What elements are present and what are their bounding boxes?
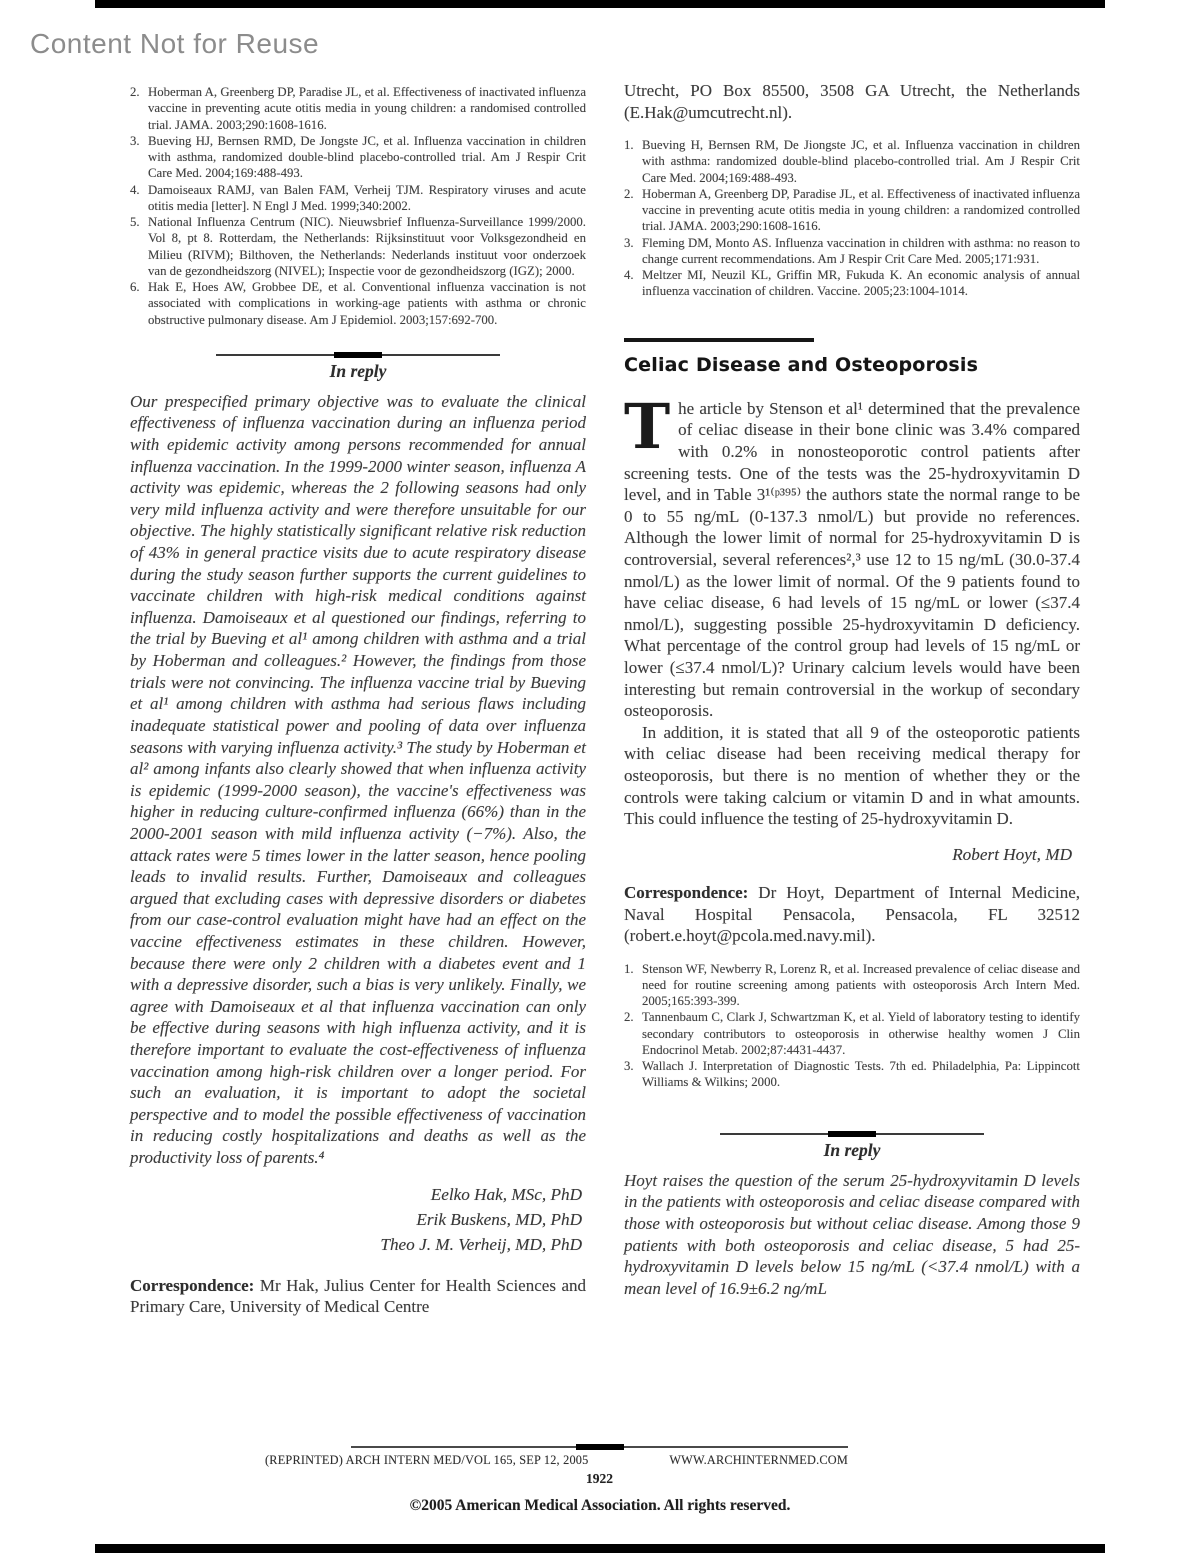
reference-number: 1. — [624, 961, 634, 976]
in-reply-heading: In reply — [329, 360, 387, 381]
correspondence-label: Correspondence: — [624, 882, 749, 902]
reference-number: 3. — [624, 235, 634, 250]
correspondence-text: Dr Hoyt, Department of Internal Medicine, Naval Hospital Pensacola, Pensacola, FL 32512 (robert.e.hoyt@pcola.med.navy.mil). — [624, 882, 1080, 946]
reference-text: Fleming DM, Monto AS. Influenza vaccination in children with asthma: no reason to change current recommendations. Am J Respir Crit Care Med. 2005;171:931. — [642, 235, 1080, 266]
reference-text: Hak E, Hoes AW, Grobbee DE, et al. Conventional influenza vaccination is not associated with complications in working-age patients with asthma or chronic obstructive pulmonary disease. Am J Epidemiol. 2003;157:692-700. — [148, 280, 586, 327]
right-reference-list-top — [624, 137, 1080, 300]
reference-text: National Influenza Centrum (NIC). Nieuwsbrief Influenza-Surveillance 1999/2000. Vol 8, pt 8. Rotterdam, the Netherlands: Rijksinstituut voor Volksgezondheid en Milieu (RIVM); Bilthoven, the Netherlands: Nederlands instituut voor onderzoek van de gezondheidszorg (NIVEL); Inspectie voor de gezondheidszorg (IGZ); 2000. — [148, 215, 586, 278]
reference-text: Bueving H, Bernsen RM, De Jiongste JC, et al. Influenza vaccination in children with asthma: randomized double-blind placebo-controlled trial. Am J Respir Crit Care Med. 2004;169:488-493. — [642, 138, 1080, 185]
author-signature: Robert Hoyt, MD — [952, 844, 1072, 864]
reference-text: Bueving HJ, Bernsen RMD, De Jongste JC, et al. Influenza vaccination in children with asthma, randomized double-blind placebo-controlled trial. Am J Respir Crit Care Med. 2004;169:488-493. — [148, 133, 586, 181]
reference-item — [130, 279, 586, 328]
left-reference-list — [130, 84, 586, 328]
divider-thick-segment — [828, 1131, 876, 1137]
section-heading: Celiac Disease and Osteoporosis — [624, 353, 979, 376]
reference-number: 4. — [130, 182, 140, 197]
signature-name: Theo J. M. Verheij, MD, PhD — [380, 1234, 582, 1254]
reference-number: 2. — [130, 85, 140, 99]
reference-item — [624, 137, 1080, 186]
article-paragraph — [624, 389, 1080, 722]
reference-number: 3. — [624, 1059, 634, 1074]
reference-number: 5. — [130, 215, 140, 229]
reference-text: Hoberman A, Greenberg DP, Paradise JL, et al. Effectiveness of inactivated influenza vaccine in preventing acute otitis media in young children: a randomised controlled trial. JAMA. 2003;290:1608-1616. — [148, 85, 586, 132]
reference-text: Wallach J. Interpretation of Diagnostic Tests. 7th ed. Philadelphia, Pa: Lippincott Williams & Wilkins; 2000. — [642, 1059, 1080, 1090]
reference-item — [130, 214, 586, 279]
correspondence-paragraph — [624, 882, 1080, 947]
reference-item — [130, 84, 586, 133]
reference-text: Damoiseaux RAMJ, van Balen FAM, Verheij TJM. Respiratory viruses and acute otitis media [letter]. N Engl J Med. 1999;340:2002. — [148, 182, 586, 213]
reference-text: Meltzer MI, Neuzil KL, Griffin MR, Fukuda K. An economic analysis of annual influenza vaccination of children. Vaccine. 2005;23:1004-1014. — [642, 268, 1080, 299]
reference-item — [624, 1009, 1080, 1058]
reference-text: Hoberman A, Greenberg DP, Paradise JL, et al. Effectiveness of inactivated influenza vaccine in preventing acute otitis media in young children: a randomized controlled trial. JAMA. 2003;290:1608-1616. — [642, 186, 1080, 234]
footer-page-number: 1922 — [586, 1471, 613, 1486]
reference-number: 3. — [130, 133, 140, 148]
reference-item — [130, 182, 586, 215]
reference-number: 6. — [130, 280, 140, 294]
reply-divider — [216, 354, 500, 356]
reference-number: 4. — [624, 268, 634, 283]
reply-body: Our prespecified primary objective was to evaluate the clinical effectiveness of influenza vaccination during an influenza period with epidemic activity among persons recommended for annual influenza vaccination. In the 1999-2000 winter season, influenza A activity was epidemic, whereas the 2 following seasons had only very mild influenza activity and were therefore unsuitable for our objective. The highly statistically significant relative risk reduction of 43% in general practice visits due to acute respiratory disease during the study season further supports the current guidelines to vaccinate children with high-risk medical conditions against influenza. Damoiseaux et al questioned our findings, referring to the trial by Bueving et al¹ among children with asthma and a trial by Hoberman and colleagues.² However, the findings from those trials were not convincing. The influenza vaccine trial by Bueving et al¹ among children with asthma had serious flaws including inadequate statistical power and pooling of data over influenza seasons with varying influenza activity.³ The study by Hoberman et al² among infants also clearly showed that when influenza activity is epidemic (1999-2000 season), the vaccine's effectiveness was higher in reducing culture-confirmed influenza (66%) than in the 2000-2001 season with mild influenza activity (−7%). Also, the attack rates were 5 times lower in the latter season, hence pooling leads to invalid results. Further, Damoiseaux and colleagues argued that excluding cases with depressive disorders or diabetes from our case-control evaluation might have had an effect on the vaccine effectiveness estimates in these children. However, because there were only 2 children with a diabetes event and 1 with a depressive disorder, such a bias is very unlikely. Finally, we agree with Damoiseaux et al that influenza vaccination can only be effective during seasons with high influenza activity, and it is therefore important to evaluate the cost-effectiveness of influenza vaccination among high-risk children over a longer period. For such an evaluation, it is important to adopt the societal perspective and to model the possible effectiveness of vaccination in reducing costly hospitalizations and deaths as well as the productivity loss of parents.⁴ — [130, 391, 586, 1168]
footer-rule-thick-segment — [576, 1444, 624, 1450]
reference-number: 2. — [624, 186, 634, 201]
footer-copyright: ©2005 American Medical Association. All rights reserved. — [409, 1497, 791, 1514]
signature-name: Erik Buskens, MD, PhD — [416, 1209, 582, 1229]
reference-number: 2. — [624, 1010, 634, 1025]
section-rule — [624, 338, 814, 342]
reference-item — [624, 1058, 1080, 1091]
footer-website: WWW.ARCHINTERNMED.COM — [669, 1453, 848, 1467]
right-reference-list-bottom — [624, 961, 1080, 1091]
footer-journal-line: (REPRINTED) ARCH INTERN MED/VOL 165, SEP 12, 2005 — [265, 1453, 589, 1467]
divider-thick-segment — [334, 352, 382, 358]
signature-name: Eelko Hak, MSc, PhD — [430, 1184, 582, 1204]
reply-body: Hoyt raises the question of the serum 25-hydroxyvitamin D levels in the patients with osteoporosis and celiac disease compared with those with osteoporosis but without celiac disease. Among those 9 patients with both osteoporosis and celiac disease, 5 had 25-hydroxyvitamin D levels below 15 ng/mL (<37.4 nmol/L) with a mean level of 16.9±6.2 ng/mL — [624, 1170, 1080, 1298]
footer-rule — [351, 1446, 848, 1448]
correspondence-text: Mr Hak, Julius Center for Health Sciences and Primary Care, University of Medical Centre — [130, 1275, 586, 1317]
reference-number: 1. — [624, 138, 634, 153]
reference-text: Stenson WF, Newberry R, Lorenz R, et al. Increased prevalence of celiac disease and need for routine screening among patients with osteoporosis Arch Intern Med. 2005;165:393-399. — [642, 961, 1080, 1009]
reference-item — [130, 133, 586, 182]
left-column — [130, 84, 586, 1318]
article-paragraph: In addition, it is stated that all 9 of the osteoporotic patients with celiac disease had been receiving medical therapy for osteoporosis, but there is no mention of whether they or the controls were taking calcium or vitamin D and in what amounts. This could influence the testing of 25-hydroxyvitamin D. — [624, 722, 1080, 829]
footer-line — [265, 1453, 848, 1468]
reference-item — [624, 186, 1080, 235]
bottom-rule-bar — [95, 1544, 1105, 1553]
reference-item — [624, 961, 1080, 1010]
top-rule-bar — [95, 0, 1105, 8]
article-paragraph-text: he article by Stenson et al¹ determined that the prevalence of celiac disease in their bone clinic was 3.4% compared with 0.2% in nonosteoporotic control patients after screening tests. One of the tests was the 25-hydroxyvitamin D level, and in Table 3¹⁽ᵖ³⁹⁵⁾ the authors state the normal range to be 0 to 55 ng/mL (0-137.3 nmol/L) but provide no references. Although the lower limit of normal for 25-hydroxyvitamin D is controversial, several references²,³ use 12 to 15 ng/mL (30.0-37.4 nmol/L) as the lower limit of normal. Of the 9 patients found to have celiac disease, 6 had levels of 15 ng/mL or lower (≤37.4 nmol/L), suggesting possible 25-hydroxyvitamin D deficiency. What percentage of the control group had levels of 15 ng/mL or lower (≤37.4 nmol/L)? Urinary calcium levels would have been interesting but remain controversial in the workup of secondary osteoporosis. — [624, 398, 1080, 721]
in-reply-heading: In reply — [823, 1139, 881, 1160]
reply-divider — [720, 1133, 984, 1135]
correspondence-label: Correspondence: — [130, 1275, 255, 1295]
reference-item — [624, 235, 1080, 268]
reference-text: Tannenbaum C, Clark J, Schwartzman K, et al. Yield of laboratory testing to identify secondary contributors to osteoporosis in otherwise healthy women J Clin Endocrinol Metab. 2002;87:4431-4437. — [642, 1010, 1080, 1057]
correspondence-address: Utrecht, PO Box 85500, 3508 GA Utrecht, the Netherlands (E.Hak@umcutrecht.nl). — [624, 81, 1080, 122]
right-column — [624, 80, 1080, 1299]
reference-item — [624, 267, 1080, 300]
drop-cap: T — [624, 389, 671, 463]
signature-block — [130, 1183, 586, 1258]
correspondence-paragraph — [130, 1275, 586, 1318]
watermark: Content Not for Reuse — [30, 28, 320, 59]
